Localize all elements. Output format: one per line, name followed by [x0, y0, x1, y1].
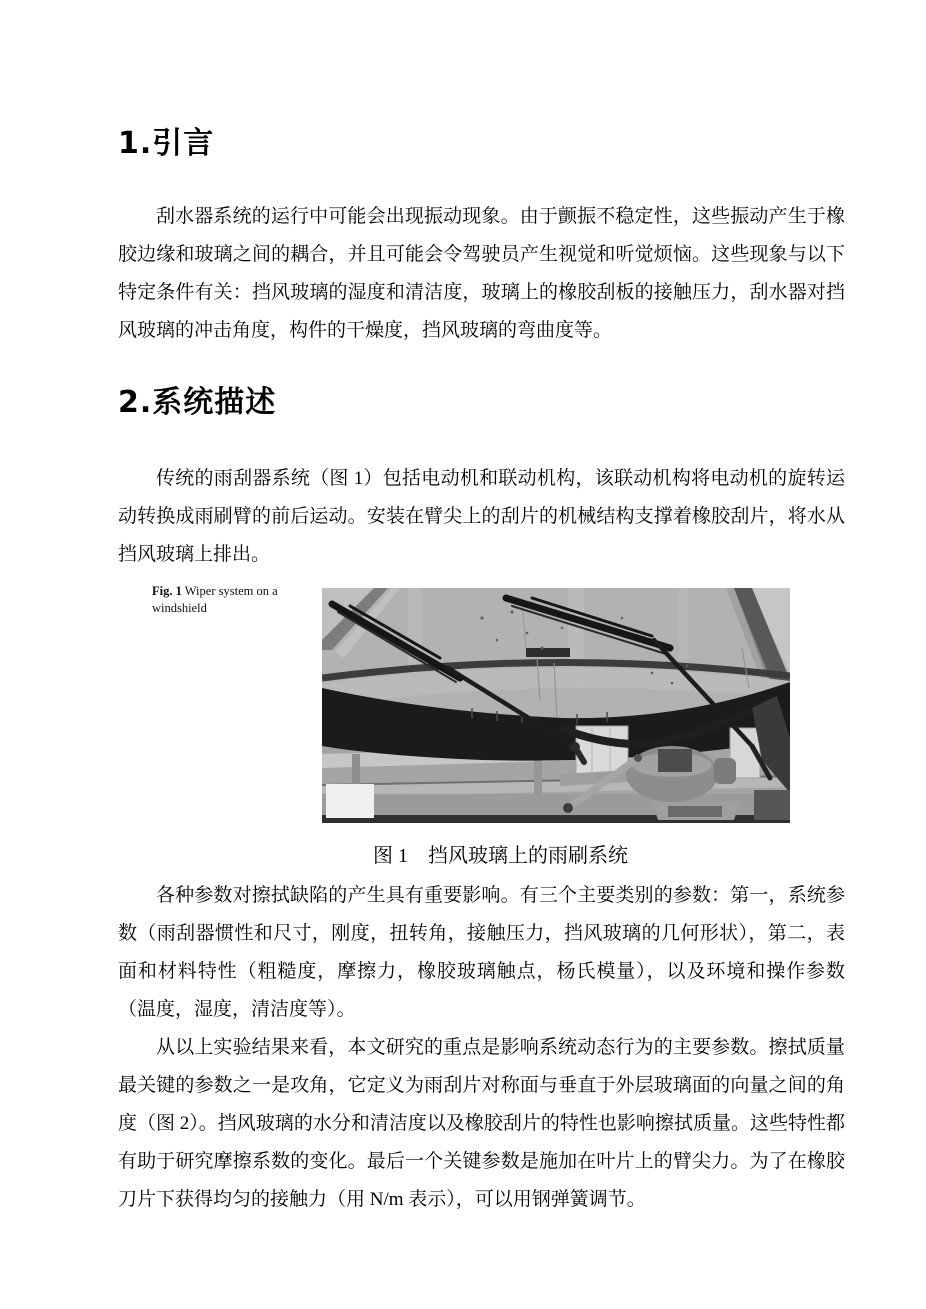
white-card — [326, 784, 374, 818]
figure1-photo — [322, 588, 790, 823]
section-heading-intro: 1.引言 — [118, 126, 215, 161]
wiper-photo-illustration — [322, 588, 790, 823]
figure1-caption-english — [152, 583, 294, 617]
section-heading-system: 2.系统描述 — [118, 385, 277, 420]
paragraph-parameters: 各种参数对擦拭缺陷的产生具有重要影响。有三个主要类别的参数：第一，系统参数（雨刮器惯性和尺寸，刚度，扭转角，接触压力，挡风玻璃的几何形状），第二，表面和材料特性（粗糙度，摩擦力，橡胶玻璃触点，杨氏模量），以及环境和操作参数（温度，湿度，清洁度等）。 — [118, 885, 845, 1020]
paragraph-system-description: 传统的雨刮器系统（图 1）包括电动机和联动机构，该联动机构将电动机的旋转运动转换成雨刷臂的前后运动。安装在臂尖上的刮片的机械结构支撑着橡胶刮片，将水从挡风玻璃上排出。 — [118, 468, 845, 565]
paragraph-intro: 刮水器系统的运行中可能会出现振动现象。由于颤振不稳定性，这些振动产生于橡胶边缘和玻璃之间的耦合，并且可能会令驾驶员产生视觉和听觉烦恼。这些现象与以下特定条件有关：挡风玻璃的湿度和清洁度，玻璃上的橡胶刮板的接触压力，刮水器对挡风玻璃的冲击角度，构件的干燥度，挡风玻璃的弯曲度等。 — [118, 206, 845, 341]
figure1-caption-chinese: 图 1 挡风玻璃上的雨刷系统 — [373, 845, 628, 867]
paragraph-results: 从以上实验结果来看，本文研究的重点是影响系统动态行为的主要参数。擦拭质量最关键的参数之一是攻角，它定义为雨刮片对称面与垂直于外层玻璃面的向量之间的角度（图 2）。挡风玻璃的水分和清洁度以及橡胶刮片的特性也影响擦拭质量。这些特性都有助于研究摩擦系数的变化。最后一个关键参数是施加在叶片上的臂尖力。为了在橡胶刀片下获得均匀的接触力（用 N/m 表示），可以用钢弹簧调节。 — [118, 1037, 845, 1210]
figure1-caption-text: Wiper system on a windshield — [152, 584, 278, 615]
figure1-caption-label: Fig. 1 — [152, 584, 182, 598]
